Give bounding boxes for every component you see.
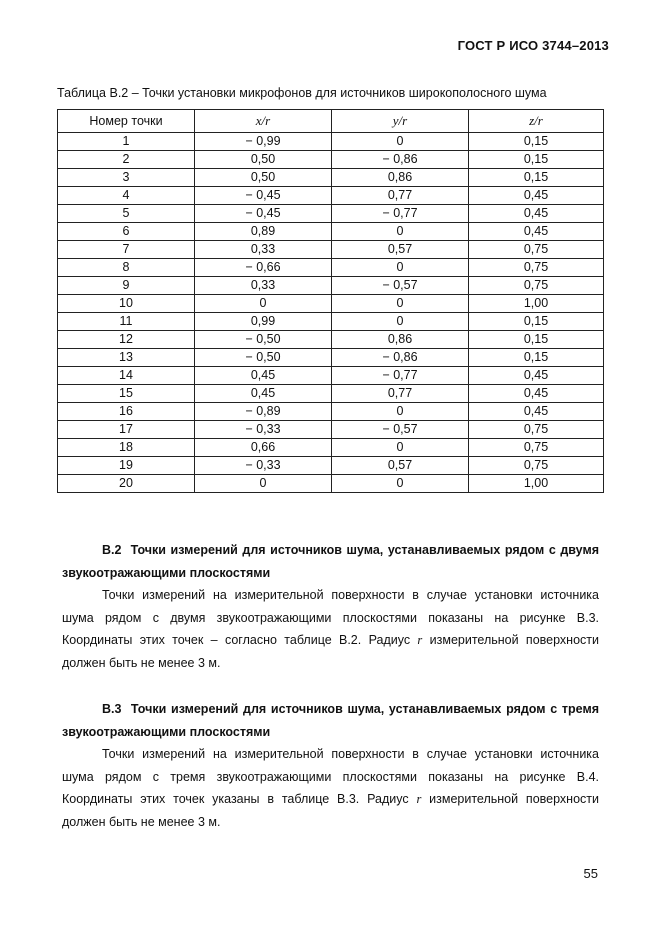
- cell-z-over-r: 0,15: [469, 331, 604, 349]
- table-row: [58, 133, 604, 151]
- cell-x-over-r: 0,33: [195, 241, 332, 259]
- cell-z-over-r: 1,00: [469, 475, 604, 493]
- cell-y-over-r: 0: [332, 133, 469, 151]
- table-row: [58, 295, 604, 313]
- cell-y-over-r: 0: [332, 259, 469, 277]
- cell-y-over-r: 0,77: [332, 187, 469, 205]
- table-row: [58, 223, 604, 241]
- cell-x-over-r: − 0,50: [195, 349, 332, 367]
- cell-y-over-r: − 0,86: [332, 151, 469, 169]
- cell-point-number: 10: [58, 295, 195, 313]
- cell-point-number: 14: [58, 367, 195, 385]
- cell-x-over-r: − 0,33: [195, 457, 332, 475]
- table-row: [58, 277, 604, 295]
- table-row: [58, 259, 604, 277]
- section-b2: [62, 539, 599, 674]
- section-b2-text-1: Точки измерений на измерительной поверхности в случае установки источника шума рядом с двумя звукоотражающими плоскостями показаны на рисунке В.3. Координаты этих точек – согласно таблице В.2. Радиус: [62, 588, 599, 647]
- cell-y-over-r: 0: [332, 475, 469, 493]
- cell-z-over-r: 0,75: [469, 457, 604, 475]
- table-row: [58, 403, 604, 421]
- cell-z-over-r: 0,15: [469, 349, 604, 367]
- cell-x-over-r: 0,50: [195, 169, 332, 187]
- col-header-y-over-r: y/r: [332, 110, 469, 133]
- table-row: [58, 385, 604, 403]
- cell-x-over-r: − 0,66: [195, 259, 332, 277]
- cell-point-number: 19: [58, 457, 195, 475]
- table-row: [58, 313, 604, 331]
- table-row: [58, 475, 604, 493]
- radius-symbol: r: [416, 792, 422, 806]
- cell-y-over-r: − 0,77: [332, 367, 469, 385]
- table-row: [58, 421, 604, 439]
- cell-y-over-r: 0: [332, 223, 469, 241]
- cell-y-over-r: − 0,86: [332, 349, 469, 367]
- table-row: [58, 169, 604, 187]
- cell-y-over-r: 0,77: [332, 385, 469, 403]
- cell-z-over-r: 0,45: [469, 385, 604, 403]
- cell-point-number: 8: [58, 259, 195, 277]
- cell-point-number: 7: [58, 241, 195, 259]
- cell-z-over-r: 0,45: [469, 187, 604, 205]
- section-b3-text-2: измерительной поверхности должен быть не менее 3 м.: [62, 792, 599, 829]
- cell-x-over-r: − 0,45: [195, 205, 332, 223]
- table-header-row: [58, 110, 604, 133]
- cell-y-over-r: 0,57: [332, 457, 469, 475]
- cell-y-over-r: 0,86: [332, 331, 469, 349]
- section-b2-number: В.2: [102, 543, 122, 557]
- cell-x-over-r: 0,99: [195, 313, 332, 331]
- cell-z-over-r: 0,75: [469, 421, 604, 439]
- cell-z-over-r: 0,45: [469, 367, 604, 385]
- cell-x-over-r: 0: [195, 475, 332, 493]
- cell-x-over-r: 0,89: [195, 223, 332, 241]
- section-b3-text-1: Точки измерений на измерительной поверхности в случае установки источника шума рядом с тремя звукоотражающими плоскостями показаны на рисунке В.4. Координаты этих точек указаны в таблице В.3. Радиус: [62, 747, 599, 806]
- cell-point-number: 6: [58, 223, 195, 241]
- cell-y-over-r: 0: [332, 313, 469, 331]
- cell-z-over-r: 0,45: [469, 403, 604, 421]
- cell-x-over-r: − 0,45: [195, 187, 332, 205]
- table-row: [58, 439, 604, 457]
- table-row: [58, 331, 604, 349]
- table-row: [58, 241, 604, 259]
- cell-point-number: 20: [58, 475, 195, 493]
- cell-x-over-r: 0,45: [195, 385, 332, 403]
- cell-y-over-r: 0: [332, 403, 469, 421]
- cell-z-over-r: 0,75: [469, 241, 604, 259]
- section-b3-paragraph: [62, 743, 599, 833]
- section-b3-heading: [62, 698, 599, 743]
- cell-point-number: 2: [58, 151, 195, 169]
- cell-z-over-r: 0,45: [469, 205, 604, 223]
- section-b3-number: В.3: [102, 702, 122, 716]
- cell-z-over-r: 0,75: [469, 277, 604, 295]
- document-code: ГОСТ Р ИСО 3744–2013: [457, 38, 609, 53]
- cell-point-number: 12: [58, 331, 195, 349]
- cell-x-over-r: 0,66: [195, 439, 332, 457]
- cell-y-over-r: − 0,57: [332, 277, 469, 295]
- section-b2-heading: [62, 539, 599, 584]
- table-row: [58, 151, 604, 169]
- cell-point-number: 18: [58, 439, 195, 457]
- col-header-z-over-r: z/r: [469, 110, 604, 133]
- cell-point-number: 4: [58, 187, 195, 205]
- cell-x-over-r: − 0,33: [195, 421, 332, 439]
- cell-x-over-r: 0,50: [195, 151, 332, 169]
- cell-x-over-r: 0,45: [195, 367, 332, 385]
- table-caption: Таблица В.2 – Точки установки микрофонов для источников широкополосного шума: [57, 86, 547, 100]
- table-row: [58, 349, 604, 367]
- cell-z-over-r: 0,15: [469, 151, 604, 169]
- cell-z-over-r: 0,15: [469, 313, 604, 331]
- table-body: [58, 133, 604, 493]
- cell-x-over-r: − 0,89: [195, 403, 332, 421]
- cell-point-number: 3: [58, 169, 195, 187]
- cell-y-over-r: 0: [332, 439, 469, 457]
- section-b3: [62, 698, 599, 833]
- coordinates-table: [57, 109, 604, 493]
- col-header-point-number: Номер точки: [58, 110, 195, 133]
- cell-z-over-r: 1,00: [469, 295, 604, 313]
- page-number: 55: [583, 866, 598, 881]
- section-b2-text-2: измерительной поверхности должен быть не менее 3 м.: [62, 633, 599, 670]
- section-b3-title: Точки измерений для источников шума, устанавливаемых рядом с тремя звукоотражающими плоскостями: [62, 702, 600, 739]
- table-row: [58, 187, 604, 205]
- cell-z-over-r: 0,15: [469, 169, 604, 187]
- cell-point-number: 13: [58, 349, 195, 367]
- cell-z-over-r: 0,45: [469, 223, 604, 241]
- cell-x-over-r: 0: [195, 295, 332, 313]
- cell-point-number: 11: [58, 313, 195, 331]
- cell-point-number: 5: [58, 205, 195, 223]
- cell-y-over-r: − 0,77: [332, 205, 469, 223]
- cell-y-over-r: 0,57: [332, 241, 469, 259]
- cell-point-number: 16: [58, 403, 195, 421]
- cell-y-over-r: 0,86: [332, 169, 469, 187]
- section-b2-title: Точки измерений для источников шума, устанавливаемых рядом с двумя звукоотражающими плоскостями: [62, 543, 599, 580]
- section-b2-paragraph: [62, 584, 599, 674]
- cell-point-number: 9: [58, 277, 195, 295]
- cell-point-number: 17: [58, 421, 195, 439]
- cell-x-over-r: − 0,50: [195, 331, 332, 349]
- cell-x-over-r: − 0,99: [195, 133, 332, 151]
- col-header-x-over-r: x/r: [195, 110, 332, 133]
- table-row: [58, 367, 604, 385]
- cell-z-over-r: 0,75: [469, 259, 604, 277]
- cell-z-over-r: 0,75: [469, 439, 604, 457]
- table-row: [58, 457, 604, 475]
- radius-symbol: r: [417, 633, 423, 647]
- cell-y-over-r: − 0,57: [332, 421, 469, 439]
- cell-y-over-r: 0: [332, 295, 469, 313]
- table-row: [58, 205, 604, 223]
- cell-point-number: 15: [58, 385, 195, 403]
- cell-z-over-r: 0,15: [469, 133, 604, 151]
- cell-x-over-r: 0,33: [195, 277, 332, 295]
- cell-point-number: 1: [58, 133, 195, 151]
